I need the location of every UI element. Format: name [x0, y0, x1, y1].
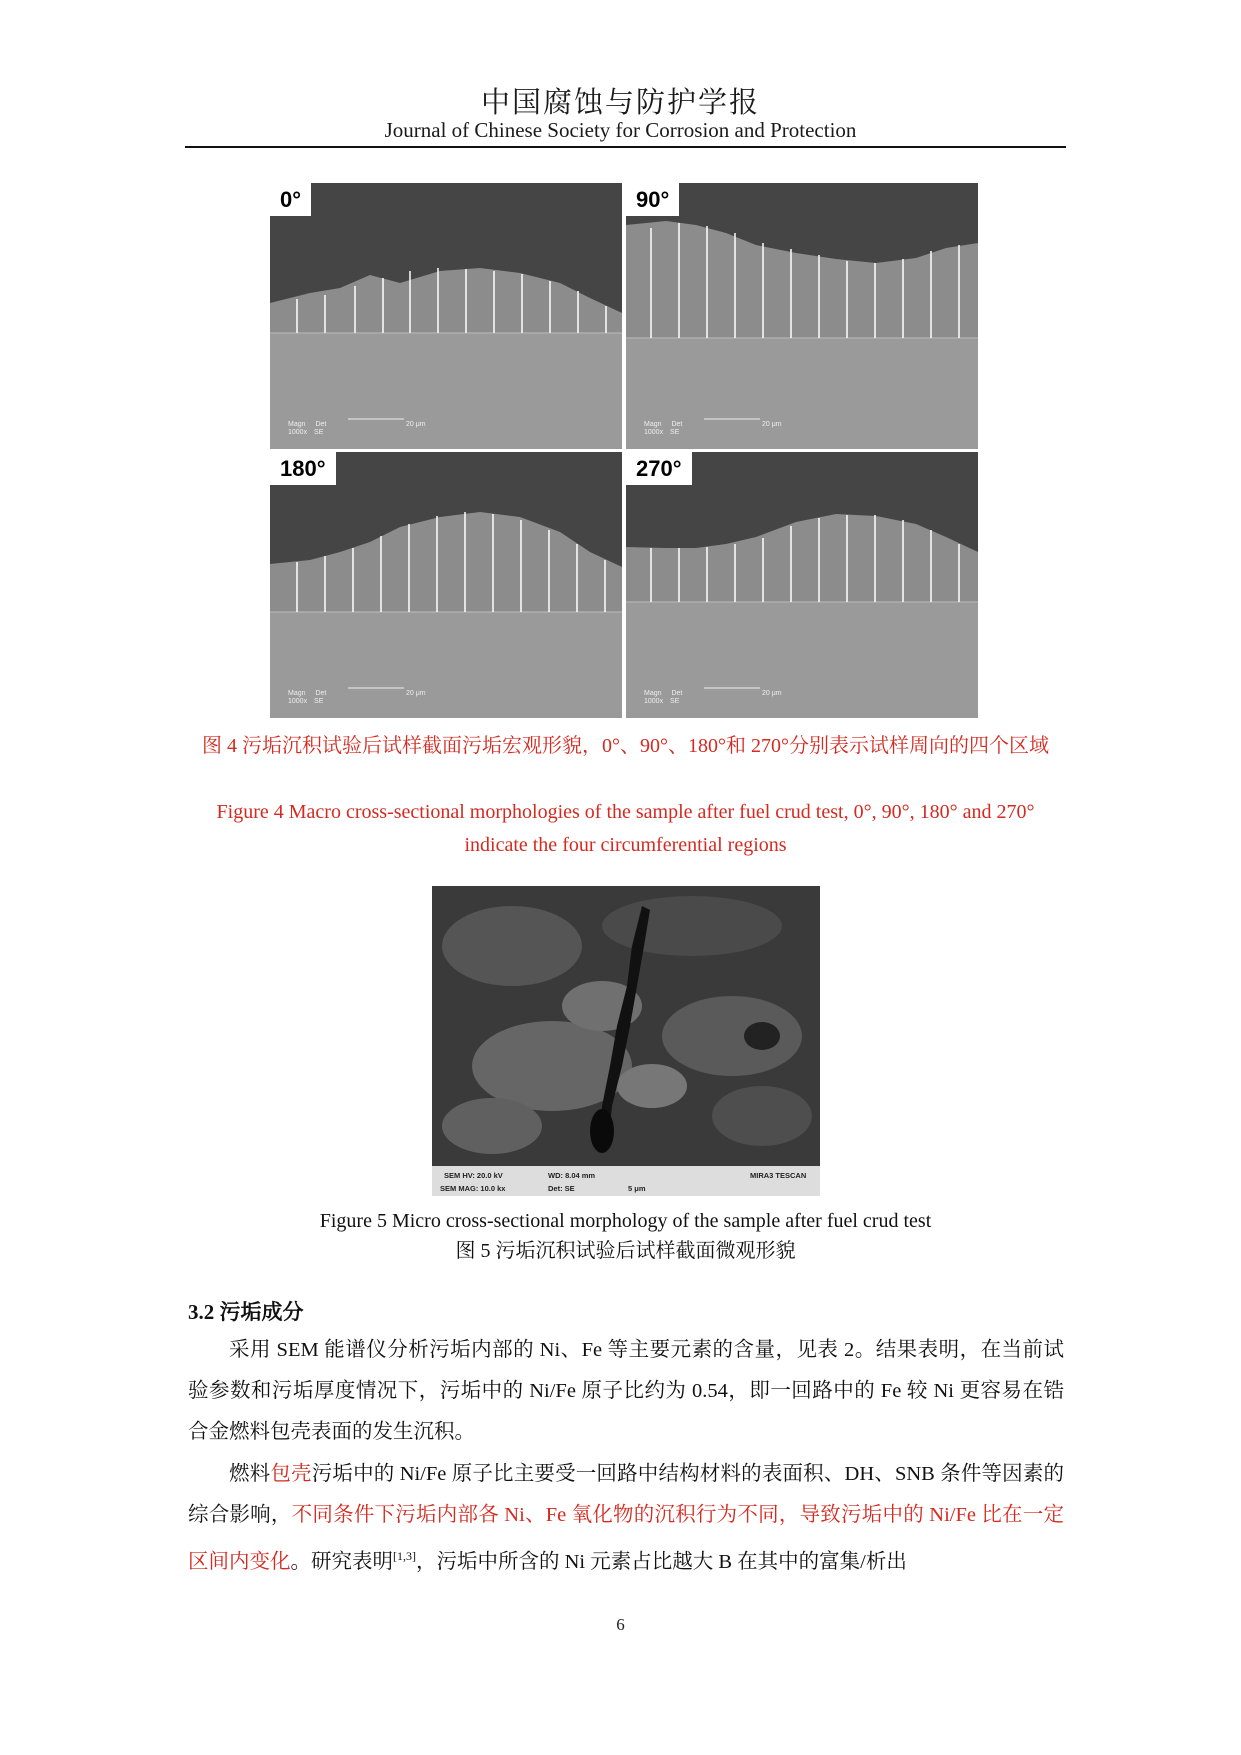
section-title: 3.2 污垢成分 [188, 1300, 304, 1324]
sem-image-micro [432, 886, 820, 1166]
paragraph-2: 燃料包壳污垢中的 Ni/Fe 原子比主要受一回路中结构材料的表面积、DH、SNB 条件等因素的综合影响，不同条件下污垢内部各 Ni、Fe 氧化物的沉积行为不同，导致污垢中的 Ni/Fe 比在一定区间内变化。研究表明[1,3]，污垢中所含的 Ni 元素占比越大 B 在其中的富集/析出 [188, 1463, 1065, 1573]
sem-info-bar: SEM HV: 20.0 kV WD: 8.04 mm MIRA3 TESCAN SEM MAG: 10.0 kx Det: SE 5 μm [432, 1166, 820, 1196]
sem-image-270 [626, 452, 978, 718]
sem-image-180 [270, 452, 622, 718]
figure-4-caption-cn: 图 4 污垢沉积试验后试样截面污垢宏观形貌，0°、90°、180°和 270°分别表示试样周向的四个区域 [202, 735, 1049, 757]
scale-info-0: Magn Det 1000x SE 20 μm [288, 421, 426, 436]
header-rule [185, 146, 1066, 148]
scale-info-270: Magn Det 1000x SE 20 μm [644, 690, 782, 705]
figure-5 [432, 886, 820, 1196]
page-number: 6 [616, 1615, 625, 1634]
sem-panel-90 [626, 183, 978, 449]
sem-panel-0 [270, 183, 622, 449]
sem-image-90 [626, 183, 978, 449]
scale-info-180: Magn Det 1000x SE 20 μm [288, 690, 426, 705]
sem-image-0 [270, 183, 622, 449]
angle-label-180: 180° [270, 452, 336, 485]
angle-label-0: 0° [270, 183, 311, 216]
figure-4-caption-en: Figure 4 Macro cross-sectional morphologies of the sample after fuel crud test, 0°, 90°, 180° and 270° indicate the four circumferential regions [216, 801, 1035, 856]
figure-5-caption-cn: 图 5 污垢沉积试验后试样截面微观形貌 [455, 1240, 796, 1262]
journal-title-cn: 中国腐蚀与防护学报 [480, 87, 760, 119]
paragraph-1: 采用 SEM 能谱仪分析污垢内部的 Ni、Fe 等主要元素的含量，见表 2。结果表明，在当前试验参数和污垢厚度情况下，污垢中的 Ni/Fe 原子比约为 0.54，即一回路中的 Fe 较 Ni 更容易在锆合金燃料包壳表面的发生沉积。 [188, 1339, 1064, 1443]
journal-title-en: Journal of Chinese Society for Corrosion and Protection [384, 118, 857, 142]
sem-panel-180 [270, 452, 622, 718]
angle-label-90: 90° [626, 183, 679, 216]
sem-panel-270 [626, 452, 978, 718]
angle-label-270: 270° [626, 452, 692, 485]
scale-info-90: Magn Det 1000x SE 20 μm [644, 421, 782, 436]
citation-ref[interactable]: [1,3] [393, 1549, 416, 1563]
figure-5-caption-en: Figure 5 Micro cross-sectional morphology of the sample after fuel crud test [319, 1210, 932, 1232]
